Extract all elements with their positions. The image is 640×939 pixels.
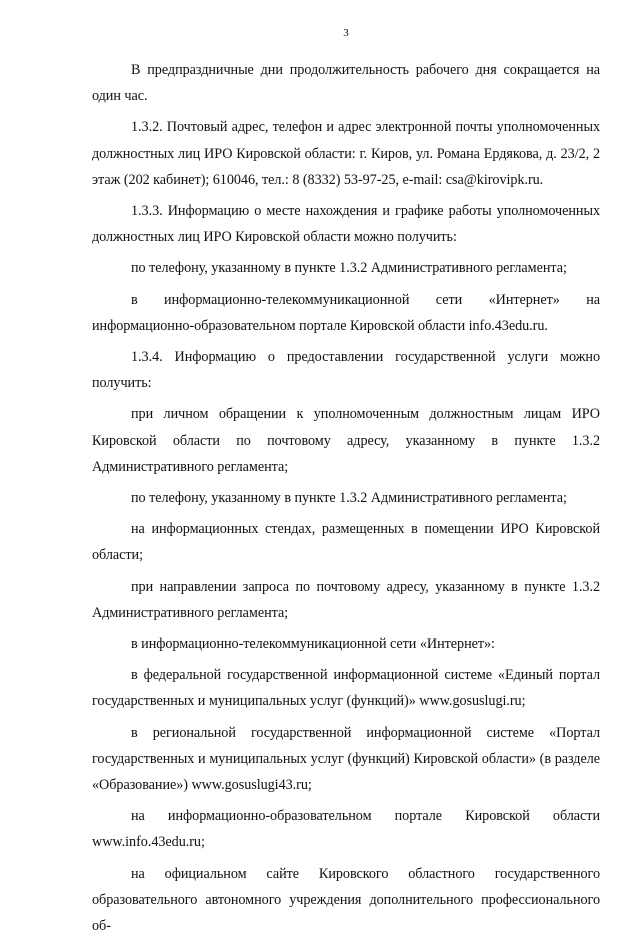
paragraph: В предпраздничные дни продолжительность рабочего дня сокращается на один час.: [92, 62, 600, 105]
paragraph: в информационно-телекоммуникационной сети «Интернет»:: [131, 636, 495, 653]
paragraph: при личном обращении к уполномоченным должностным лицам ИРО Кировской области по почтовому адресу, указанному в пункте 1.3.2 Административного регламента;: [92, 406, 600, 475]
paragraph: 1.3.3. Информацию о месте нахождения и графике работы уполномоченных должностных лиц ИРО Кировской области можно получить:: [92, 203, 600, 246]
page-number: 3: [343, 27, 349, 39]
paragraph: по телефону, указанному в пункте 1.3.2 Административного регламента;: [131, 260, 567, 277]
paragraph: в информационно-телекоммуникационной сети «Интернет» на информационно-образовательном портале Кировской области info.43edu.ru.: [92, 291, 600, 334]
paragraph: в региональной государственной информационной системе «Портал государственных и муниципальных услуг (функций) Кировской области» (в разделе «Образование») www.gosuslugi43.ru;: [92, 724, 600, 794]
paragraph: на информационных стендах, размещенных в помещении ИРО Кировской области;: [92, 521, 600, 564]
paragraph: при направлении запроса по почтовому адресу, указанному в пункте 1.3.2 Административного регламента;: [92, 578, 600, 621]
paragraph: в федеральной государственной информационной системе «Единый портал государственных и муниципальных услуг (функций)» www.gosuslugi.ru;: [92, 667, 600, 710]
paragraph: 1.3.4. Информацию о предоставлении государственной услуги можно получить:: [92, 349, 600, 392]
paragraph: на официальном сайте Кировского областного государственного образовательного автономного учреждения дополнительного профессионального об-: [92, 865, 600, 935]
paragraph: на информационно-образовательном портале Кировской области www.info.43edu.ru;: [92, 808, 600, 851]
paragraph: по телефону, указанному в пункте 1.3.2 Административного регламента;: [131, 490, 567, 507]
paragraph: 1.3.2. Почтовый адрес, телефон и адрес электронной почты уполномоченных должностных лиц ИРО Кировской области: г. Киров, ул. Романа Ердякова, д. 23/2, 2 этаж (202 кабинет); 610046, тел.: 8 (8332) 53-97-25, e-mail: csa@kirovipk.ru.: [92, 119, 600, 188]
